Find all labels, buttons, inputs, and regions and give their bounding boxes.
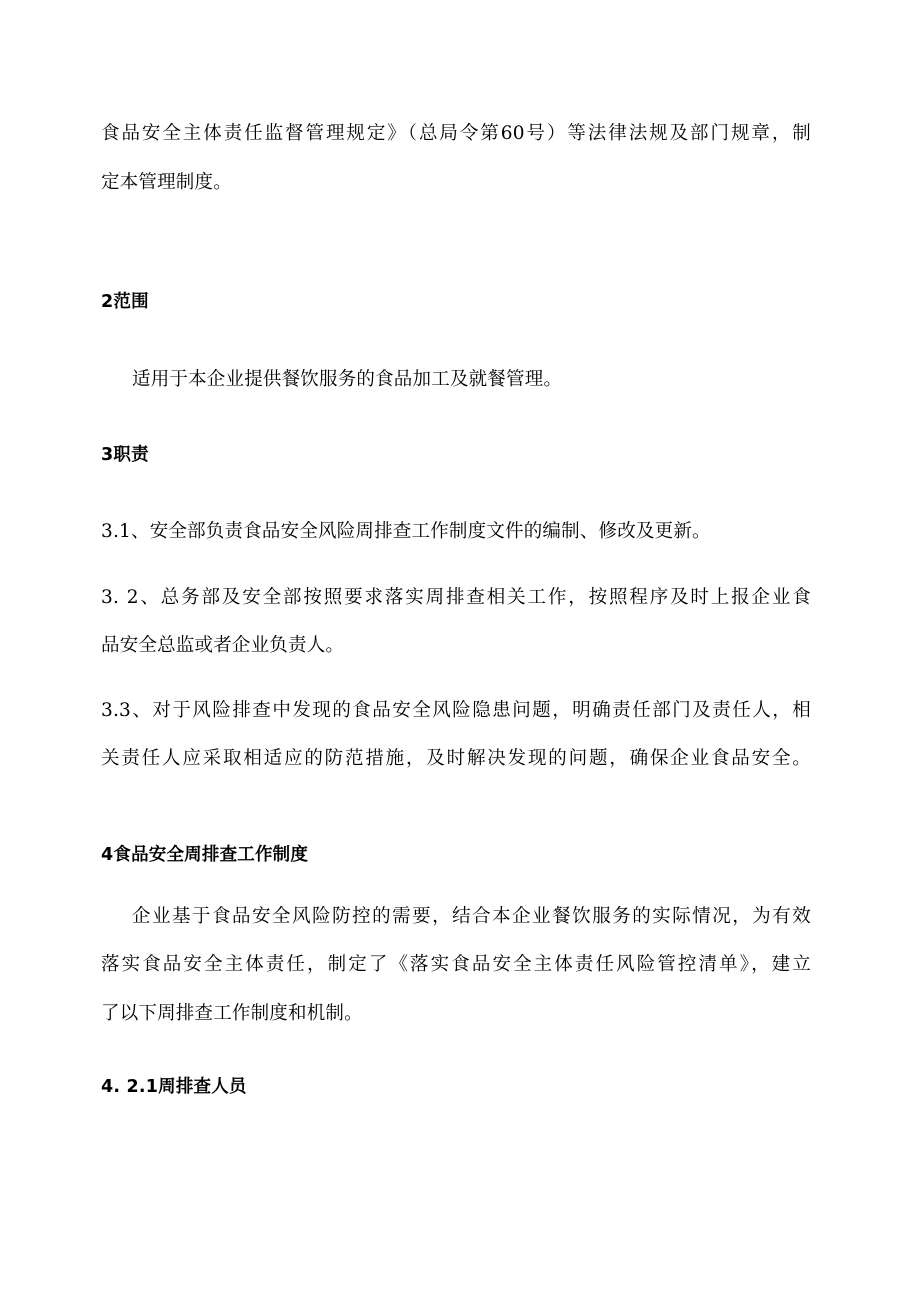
- section-4-paragraph-line-3: 了以下周排查工作制度和机制。: [101, 1003, 363, 1024]
- section-3-item-1: 3.1、安全部负责食品安全风险周排查工作制度文件的编制、修改及更新。: [101, 521, 711, 542]
- section-3-item-2-line-1: 3. 2、总务部及安全部按照要求落实周排查相关工作，按照程序及时上报企业食: [101, 587, 811, 608]
- section-2-heading: 2范围: [101, 292, 149, 312]
- section-3-item-2-line-2: 品安全总监或者企业负责人。: [101, 635, 345, 656]
- section-3-item-3-line-1: 3.3、对于风险排查中发现的食品安全风险隐患问题，明确责任部门及责任人，相: [101, 700, 811, 721]
- section-4-2-1-heading: 4. 2.1周排查人员: [101, 1077, 247, 1097]
- intro-line-2: 定本管理制度。: [101, 172, 232, 193]
- section-2-paragraph: 适用于本企业提供餐饮服务的食品加工及就餐管理。: [132, 369, 563, 390]
- intro-line-1: 食品安全主体责任监督管理规定》（总局令第60号）等法律法规及部门规章，制: [101, 123, 811, 144]
- section-3-heading: 3职责: [101, 445, 149, 465]
- section-4-paragraph-line-1: 企业基于食品安全风险防控的需要，结合本企业餐饮服务的实际情况，为有效: [132, 906, 811, 927]
- section-4-heading: 4食品安全周排查工作制度: [101, 845, 309, 865]
- section-3-item-3-line-2: 关责任人应采取相适应的防范措施，及时解决发现的问题，确保企业食品安全。: [101, 748, 811, 769]
- section-4-paragraph-line-2: 落实食品安全主体责任，制定了《落实食品安全主体责任风险管控清单》，建立: [101, 954, 811, 975]
